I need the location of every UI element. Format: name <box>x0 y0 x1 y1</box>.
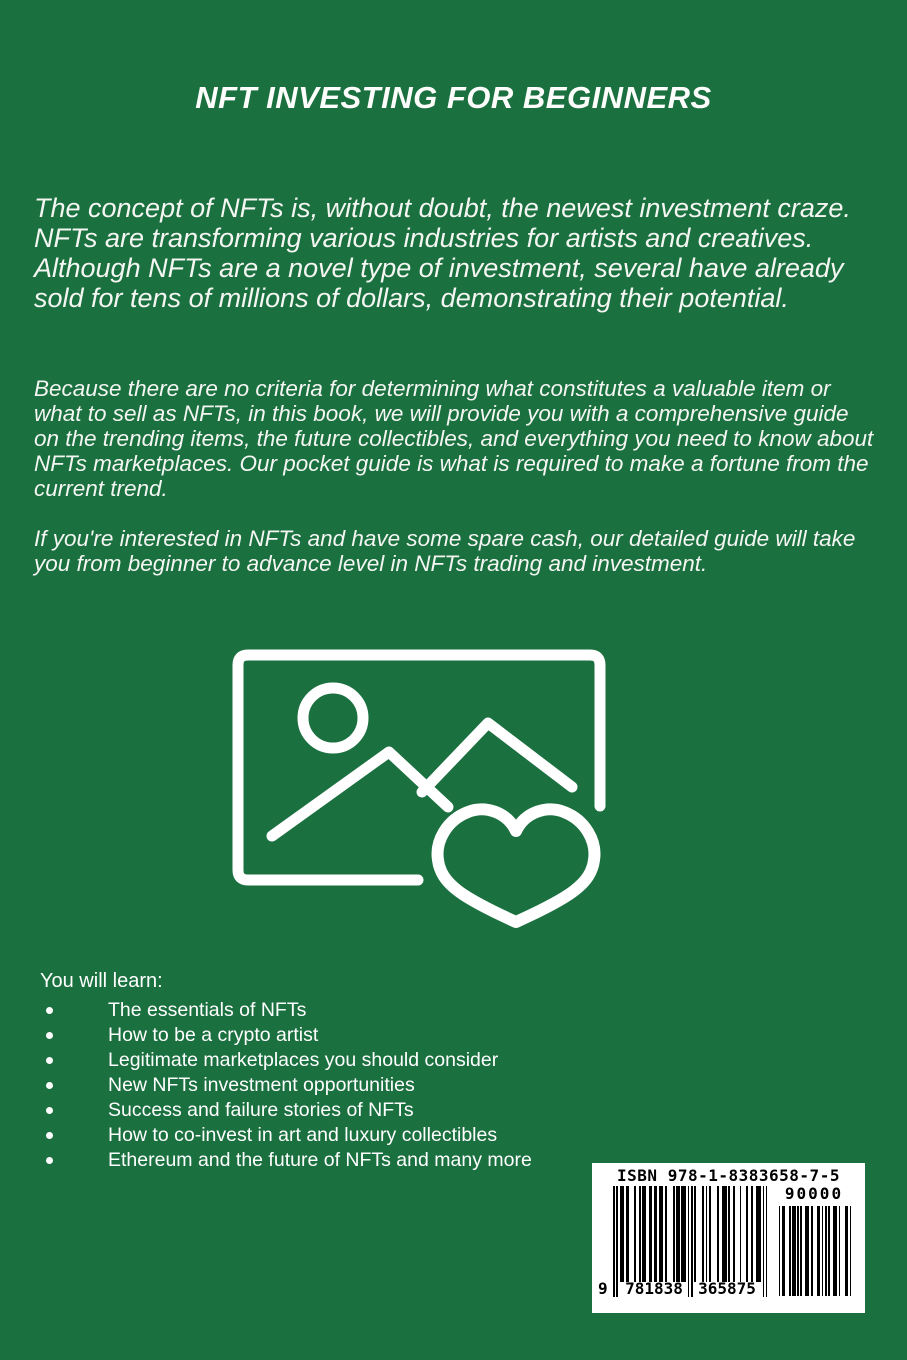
intro-paragraph: The concept of NFTs is, without doubt, the newest investment craze. NFTs are transforming various industries for artists and creatives. Although NFTs are a novel type of investment, several have already sold for tens of millions of dollars, demonstrating their potential. <box>34 193 851 313</box>
ean-lead-digit: 9 <box>598 1279 608 1298</box>
heart-outline <box>438 809 595 922</box>
guide-paragraph: Because there are no criteria for determining what constitutes a valuable item or what to sell as NFTs, in this book, we will provide you with a comprehensive guide on the trending items, the future collectibles, and everything you need to know about NFTs marketplaces. Our pocket guide is what is required to make a fortune from the current trend. <box>34 376 874 501</box>
bullet-icon <box>46 1132 53 1139</box>
list-item <box>40 1148 660 1173</box>
audience-paragraph: If you're interested in NFTs and have some spare cash, our detailed guide will take you from beginner to advance level in NFTs trading and investment. <box>34 526 856 576</box>
bullet-icon <box>46 1082 53 1089</box>
list-item-label: How to be a crypto artist <box>108 1024 319 1046</box>
list-item <box>40 1098 660 1123</box>
learn-list <box>40 998 660 1173</box>
learn-heading: You will learn: <box>40 970 163 992</box>
list-item <box>40 998 660 1023</box>
sun-circle <box>303 688 363 748</box>
picture-heart-icon <box>228 645 608 945</box>
bullet-icon <box>46 1007 53 1014</box>
list-item <box>40 1048 660 1073</box>
list-item-label: How to co-invest in art and luxury collectibles <box>108 1124 498 1146</box>
list-item-label: Ethereum and the future of NFTs and many more <box>108 1149 532 1171</box>
book-title: NFT INVESTING FOR BEGINNERS <box>195 80 712 115</box>
learn-section <box>40 969 660 1173</box>
list-item-label: The essentials of NFTs <box>108 999 307 1021</box>
list-item-label: New NFTs investment opportunities <box>108 1074 415 1096</box>
list-item <box>40 1073 660 1098</box>
bullet-icon <box>46 1157 53 1164</box>
bullet-icon <box>46 1057 53 1064</box>
ean-digit-group-2: 365875 <box>698 1279 756 1298</box>
price-code: 90000 <box>784 1184 844 1203</box>
ean-digit-group-1: 781838 <box>625 1279 683 1298</box>
bullet-icon <box>46 1107 53 1114</box>
list-item-label: Legitimate marketplaces you should consider <box>108 1049 499 1071</box>
list-item <box>40 1123 660 1148</box>
bullet-icon <box>46 1032 53 1039</box>
list-item-label: Success and failure stories of NFTs <box>108 1099 414 1121</box>
mountain-large <box>422 723 572 792</box>
ean5-bars <box>777 1206 851 1296</box>
isbn-label: ISBN 978-1-8383658-7-5 <box>617 1166 840 1185</box>
list-item <box>40 1023 660 1048</box>
isbn-barcode <box>592 1163 865 1313</box>
ean5-supplement <box>777 1184 851 1296</box>
